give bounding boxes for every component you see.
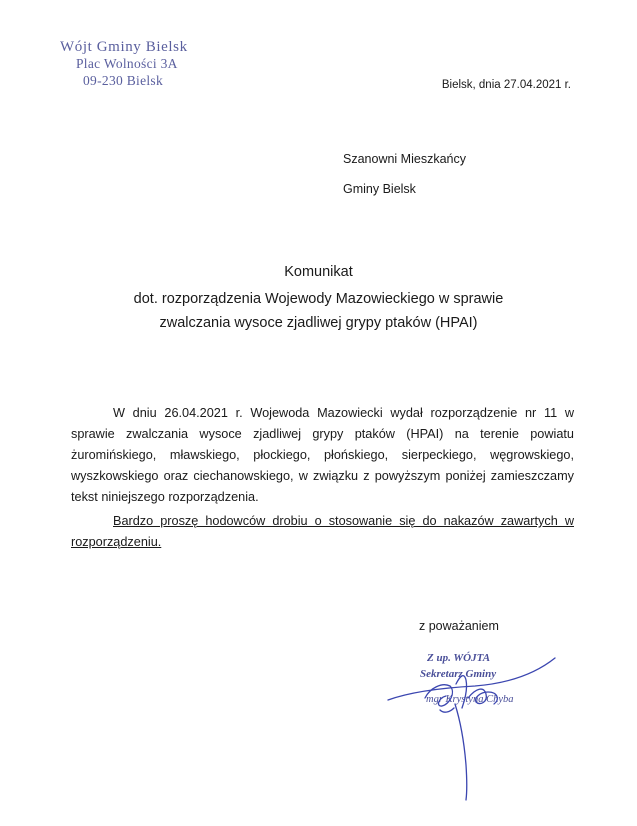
title-main: Komunikat: [284, 264, 353, 280]
title-subject-line-2: zwalczania wysoce zjadliwej grypy ptaków (HPAI): [159, 315, 478, 331]
addressee-line-1: Szanowni Mieszkańcy: [343, 152, 466, 166]
letter-date: Bielsk, dnia 27.04.2021 r.: [441, 79, 571, 91]
addressee-line-2: Gminy Bielsk: [343, 182, 416, 196]
closing-salutation: z poważaniem: [419, 619, 499, 633]
stamp-postal-city: 09-230 Bielsk: [83, 73, 164, 88]
body-paragraph-1: W dniu 26.04.2021 r. Wojewoda Mazowiecki wydał rozporządzenie nr 11 w sprawie zwalczania wysoce zjadliwej grypy ptaków (HPAI) na terenie powiatu żuromińskiego, mławskiego, płockiego, płońskiego, sierpeckiego, węgrowskiego, wyszkowskiego oraz ciechanowskiego, w związku z powyższym poniżej zamieszczamy tekst niniejszego rozporządzenia.: [71, 406, 574, 504]
signature-stamp-line-2: Sekretarz Gminy: [420, 668, 497, 680]
signature-stamp-line-1: Z up. WÓJTA: [427, 652, 491, 664]
stamp-office-name: Wójt Gminy Bielsk: [60, 39, 188, 55]
signature-stamp-line-3: mgr Krystyna Chyba: [426, 694, 514, 705]
body-paragraph-2: Bardzo proszę hodowców drobiu o stosowanie się do nakazów zawartych w rozporządzeniu.: [71, 514, 574, 549]
title-subject-line-1: dot. rozporządzenia Wojewody Mazowieckiego w sprawie: [133, 291, 504, 307]
stamp-street: Plac Wolności 3A: [76, 56, 178, 71]
handwritten-signature: [380, 640, 570, 810]
